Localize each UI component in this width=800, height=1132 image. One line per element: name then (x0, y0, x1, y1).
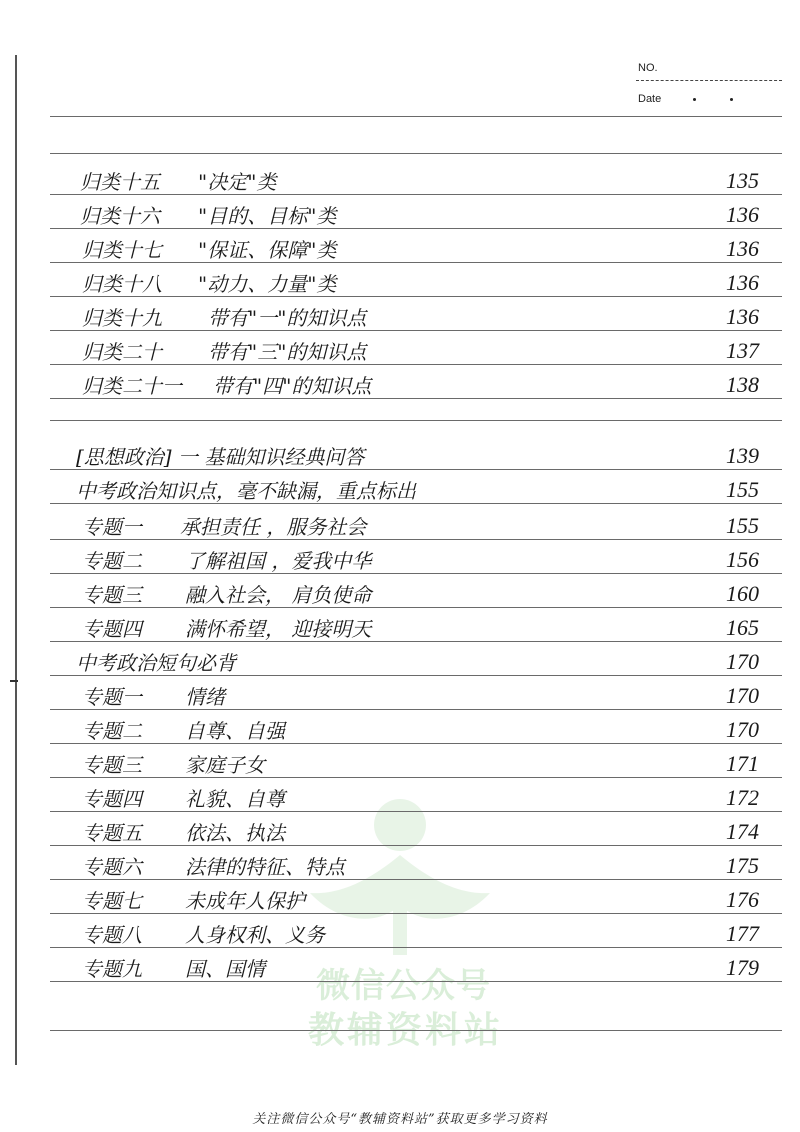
toc-row-page-number: 170 (726, 649, 759, 674)
toc-row-page-number: 176 (726, 887, 759, 912)
toc-row-page-number: 165 (726, 615, 759, 640)
toc-row (0, 879, 800, 913)
toc-row-label: 中考政治知识点，毫不缺漏，重点标出 (76, 479, 416, 503)
toc-row-label: 归类二十 (82, 340, 162, 364)
no-field-line (636, 80, 782, 81)
watermark-text-line2: 教辅资料站 (308, 1010, 504, 1051)
toc-row-page-number: 170 (726, 717, 759, 742)
toc-row-page-number: 174 (726, 819, 759, 844)
toc-row-page-number: 155 (726, 513, 759, 538)
ruled-line (50, 503, 782, 504)
toc-row-label: 归类十五 (80, 170, 160, 194)
bottom-rule (50, 1030, 782, 1031)
toc-row-title: 情绪 (185, 685, 225, 709)
toc-row-title: 了解祖国 ，爱我中华 (185, 549, 372, 573)
toc-row-page-number: 138 (726, 372, 759, 397)
toc-row-page-number: 136 (726, 270, 759, 295)
toc-row-page-number: 137 (726, 338, 759, 363)
toc-row-page-number: 136 (726, 304, 759, 329)
toc-row (0, 675, 800, 709)
toc-row-title: 人身权利、义务 (185, 923, 325, 947)
toc-row-label: 专题二 (82, 549, 142, 573)
date-dot (730, 98, 733, 101)
toc-row-label: 归类十八 (82, 272, 162, 296)
toc-row-label: 专题七 (82, 889, 142, 913)
toc-row (0, 364, 800, 398)
toc-row-title: 自尊、自强 (185, 719, 285, 743)
toc-row-page-number: 156 (726, 547, 759, 572)
toc-row (0, 845, 800, 879)
toc-row-title: 带有"三"的知识点 (208, 340, 367, 364)
toc-row-page-number: 175 (726, 853, 759, 878)
toc-row-label: 归类二十一 (82, 374, 182, 398)
toc-row (0, 709, 800, 743)
toc-row-label: 专题五 (82, 821, 142, 845)
toc-row-page-number: 139 (726, 443, 759, 468)
toc-row-label: 专题八 (82, 923, 142, 947)
toc-row-label: 归类十六 (80, 204, 160, 228)
toc-row (0, 539, 800, 573)
toc-row-title: 家庭子女 (185, 753, 265, 777)
toc-row-label: 专题一 (82, 685, 142, 709)
toc-row (0, 160, 800, 194)
toc-row-title: 法律的特征、特点 (185, 855, 345, 879)
toc-row-page-number: 170 (726, 683, 759, 708)
footer-note: 关注微信公众号“教辅资料站”获取更多学习资料 (252, 1112, 548, 1127)
toc-row (0, 296, 800, 330)
toc-row-page-number: 179 (726, 955, 759, 980)
toc-row-title: "决定"类 (198, 170, 277, 194)
toc-row (0, 947, 800, 981)
toc-row (0, 228, 800, 262)
watermark-text-line1: 微信公众号 (316, 966, 491, 1006)
toc-row-page-number: 172 (726, 785, 759, 810)
toc-row (0, 641, 800, 675)
toc-row-label: 专题六 (82, 855, 142, 879)
toc-row-label: 专题二 (82, 719, 142, 743)
toc-row-page-number: 136 (726, 202, 759, 227)
toc-row-title: "目的、目标"类 (198, 204, 337, 228)
ruled-line (50, 153, 782, 154)
toc-row-title: 融入社会， 肩负使命 (185, 583, 372, 607)
toc-row-page-number: 160 (726, 581, 759, 606)
toc-row (0, 573, 800, 607)
toc-row (0, 469, 800, 503)
toc-row-label: 专题三 (82, 753, 142, 777)
date-field-label: Date (638, 93, 662, 105)
toc-row-label: 专题一 (82, 515, 142, 539)
toc-row-page-number: 155 (726, 477, 759, 502)
date-dot (693, 98, 696, 101)
toc-row-title: 未成年人保护 (185, 889, 305, 913)
ruled-line (50, 420, 782, 421)
toc-row-title: 带有"一"的知识点 (208, 306, 367, 330)
toc-row-title: "保证、保障"类 (198, 238, 337, 262)
toc-row (0, 194, 800, 228)
toc-row-label: 专题九 (82, 957, 142, 981)
toc-row-title: 满怀希望， 迎接明天 (185, 617, 372, 641)
toc-row-label: 归类十七 (82, 238, 162, 262)
toc-row-title: 承担责任 ，服务社会 (180, 515, 367, 539)
toc-row-label: 专题三 (82, 583, 142, 607)
toc-row (0, 330, 800, 364)
no-field-label: NO. (638, 62, 658, 74)
toc-row (0, 607, 800, 641)
toc-row-title: 礼貌、自尊 (185, 787, 285, 811)
toc-row-label: 专题四 (82, 617, 142, 641)
toc-row-label: [思想政治] 一 基础知识经典问答 (76, 445, 365, 469)
toc-row-page-number: 135 (726, 168, 759, 193)
toc-row-title: "动力、力量"类 (198, 272, 337, 296)
toc-row-page-number: 177 (726, 921, 759, 946)
toc-row (0, 811, 800, 845)
ruled-line (50, 398, 782, 399)
toc-row-label: 专题四 (82, 787, 142, 811)
toc-row (0, 262, 800, 296)
toc-row-page-number: 171 (726, 751, 759, 776)
toc-row (0, 777, 800, 811)
toc-row-label: 归类十九 (82, 306, 162, 330)
toc-row-title: 依法、执法 (185, 821, 285, 845)
toc-row-title: 国、国情 (185, 957, 265, 981)
toc-row-title: 带有"四"的知识点 (213, 374, 372, 398)
toc-row (0, 913, 800, 947)
toc-row (0, 505, 800, 539)
ruled-line (50, 981, 782, 982)
toc-row-page-number: 136 (726, 236, 759, 261)
toc-row (0, 435, 800, 469)
toc-row (0, 743, 800, 777)
header-rule (50, 116, 782, 117)
toc-row-label: 中考政治短句必背 (76, 651, 236, 675)
